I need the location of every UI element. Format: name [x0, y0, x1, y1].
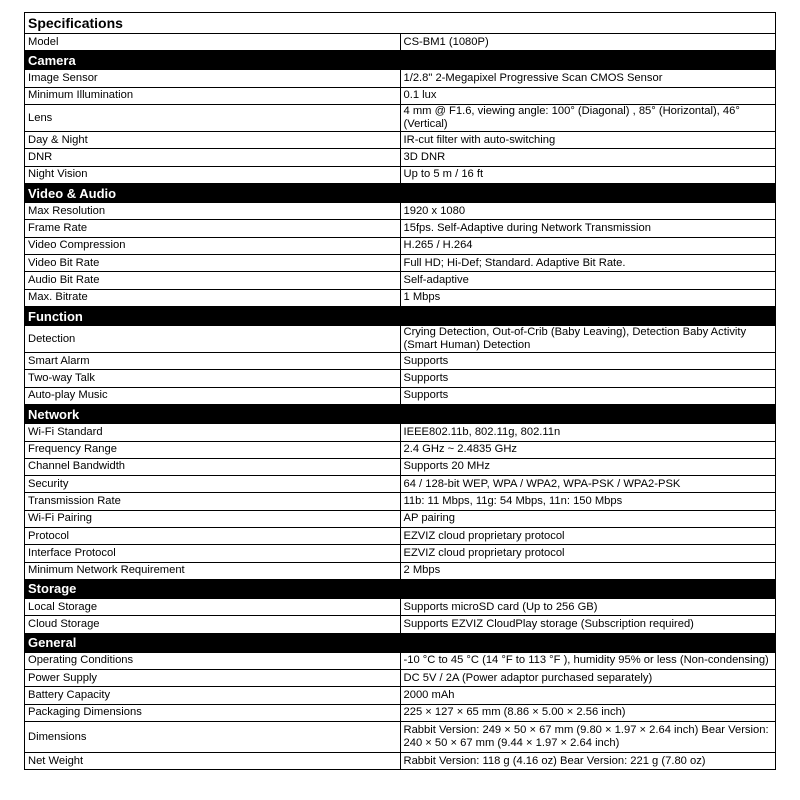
spec-value: Supports microSD card (Up to 256 GB)	[400, 599, 776, 616]
section-header: Video & Audio	[25, 183, 776, 202]
spec-value: IEEE802.11b, 802.11g, 802.11n	[400, 424, 776, 441]
table-row	[25, 562, 776, 579]
table-row	[25, 220, 776, 237]
section-header: General	[25, 633, 776, 652]
spec-value: DC 5V / 2A (Power adaptor purchased separately)	[400, 670, 776, 687]
spec-value: EZVIZ cloud proprietary protocol	[400, 527, 776, 544]
spec-value: Supports 20 MHz	[400, 458, 776, 475]
spec-value: 3D DNR	[400, 149, 776, 166]
table-row	[25, 545, 776, 562]
table-row	[25, 289, 776, 306]
spec-label: Cloud Storage	[25, 616, 401, 633]
spec-label: Local Storage	[25, 599, 401, 616]
spec-value: IR-cut filter with auto-switching	[400, 132, 776, 149]
spec-label: Protocol	[25, 527, 401, 544]
spec-label: Channel Bandwidth	[25, 458, 401, 475]
spec-label: Interface Protocol	[25, 545, 401, 562]
spec-label: Security	[25, 476, 401, 493]
spec-value: Supports EZVIZ CloudPlay storage (Subscription required)	[400, 616, 776, 633]
table-title: Specifications	[25, 13, 776, 34]
spec-label: Video Compression	[25, 237, 401, 254]
spec-label: Battery Capacity	[25, 687, 401, 704]
spec-label: Wi-Fi Standard	[25, 424, 401, 441]
section-header: Storage	[25, 579, 776, 598]
spec-label: Two-way Talk	[25, 370, 401, 387]
section-header-row	[25, 633, 776, 652]
spec-label: Wi-Fi Pairing	[25, 510, 401, 527]
spec-value: EZVIZ cloud proprietary protocol	[400, 545, 776, 562]
spec-value: 1/2.8" 2-Megapixel Progressive Scan CMOS Sensor	[400, 70, 776, 87]
spec-label: Video Bit Rate	[25, 255, 401, 272]
spec-label: Lens	[25, 105, 401, 132]
spec-value: CS-BM1 (1080P)	[400, 34, 776, 51]
section-header-row	[25, 51, 776, 70]
table-row	[25, 34, 776, 51]
table-row	[25, 353, 776, 370]
spec-label: Auto-play Music	[25, 387, 401, 404]
spec-label: Night Vision	[25, 166, 401, 183]
spec-label: DNR	[25, 149, 401, 166]
spec-label: Smart Alarm	[25, 353, 401, 370]
spec-value: Rabbit Version: 249 × 50 × 67 mm (9.80 × 1.97 × 2.64 inch) Bear Version: 240 × 50 × 67 mm (9.44 × 1.97 × 2.64 inch)	[400, 722, 776, 753]
table-row	[25, 424, 776, 441]
spec-label: Frequency Range	[25, 441, 401, 458]
spec-label: Power Supply	[25, 670, 401, 687]
spec-value: AP pairing	[400, 510, 776, 527]
table-row	[25, 670, 776, 687]
table-row	[25, 527, 776, 544]
section-header: Camera	[25, 51, 776, 70]
table-row	[25, 493, 776, 510]
spec-label: Image Sensor	[25, 70, 401, 87]
specifications-table-body	[25, 13, 776, 770]
spec-label: Dimensions	[25, 722, 401, 753]
table-row	[25, 87, 776, 104]
spec-label: Transmission Rate	[25, 493, 401, 510]
table-row	[25, 599, 776, 616]
spec-label: Minimum Illumination	[25, 87, 401, 104]
spec-label: Day & Night	[25, 132, 401, 149]
spec-value: 0.1 lux	[400, 87, 776, 104]
spec-label: Audio Bit Rate	[25, 272, 401, 289]
spec-value: Supports	[400, 353, 776, 370]
table-row	[25, 616, 776, 633]
spec-value: -10 °C to 45 °C (14 °F to 113 °F ), humidity 95% or less (Non-condensing)	[400, 652, 776, 669]
spec-value: Full HD; Hi-Def; Standard. Adaptive Bit Rate.	[400, 255, 776, 272]
table-row	[25, 476, 776, 493]
section-header-row	[25, 183, 776, 202]
table-title-row	[25, 13, 776, 34]
spec-label: Detection	[25, 326, 401, 353]
spec-value: Self-adaptive	[400, 272, 776, 289]
spec-label: Minimum Network Requirement	[25, 562, 401, 579]
table-row	[25, 753, 776, 770]
table-row	[25, 237, 776, 254]
spec-value: Rabbit Version: 118 g (4.16 oz) Bear Version: 221 g (7.80 oz)	[400, 753, 776, 770]
spec-label: Frame Rate	[25, 220, 401, 237]
spec-label: Operating Conditions	[25, 652, 401, 669]
spec-value: 64 / 128-bit WEP, WPA / WPA2, WPA-PSK / WPA2-PSK	[400, 476, 776, 493]
spec-value: 2.4 GHz ~ 2.4835 GHz	[400, 441, 776, 458]
table-row	[25, 387, 776, 404]
table-row	[25, 203, 776, 220]
spec-value: H.265 / H.264	[400, 237, 776, 254]
table-row	[25, 149, 776, 166]
table-row	[25, 105, 776, 132]
spec-value: 225 × 127 × 65 mm (8.86 × 5.00 × 2.56 inch)	[400, 704, 776, 721]
table-row	[25, 652, 776, 669]
table-row	[25, 458, 776, 475]
spec-value: 2000 mAh	[400, 687, 776, 704]
table-row	[25, 687, 776, 704]
spec-label: Max Resolution	[25, 203, 401, 220]
table-row	[25, 255, 776, 272]
section-header-row	[25, 306, 776, 325]
table-row	[25, 441, 776, 458]
spec-value: 4 mm @ F1.6, viewing angle: 100° (Diagonal) , 85° (Horizontal), 46° (Vertical)	[400, 105, 776, 132]
spec-value: Up to 5 m / 16 ft	[400, 166, 776, 183]
spec-value: Supports	[400, 387, 776, 404]
section-header: Network	[25, 405, 776, 424]
specifications-table	[24, 12, 776, 770]
spec-label: Packaging Dimensions	[25, 704, 401, 721]
spec-value: 2 Mbps	[400, 562, 776, 579]
spec-value: Supports	[400, 370, 776, 387]
table-row	[25, 132, 776, 149]
section-header: Function	[25, 306, 776, 325]
table-row	[25, 510, 776, 527]
table-row	[25, 70, 776, 87]
table-row	[25, 370, 776, 387]
table-row	[25, 166, 776, 183]
section-header-row	[25, 405, 776, 424]
spec-label: Max. Bitrate	[25, 289, 401, 306]
spec-value: 1920 x 1080	[400, 203, 776, 220]
spec-label: Net Weight	[25, 753, 401, 770]
section-header-row	[25, 579, 776, 598]
table-row	[25, 704, 776, 721]
table-row	[25, 722, 776, 753]
spec-value: 11b: 11 Mbps, 11g: 54 Mbps, 11n: 150 Mbps	[400, 493, 776, 510]
spec-label: Model	[25, 34, 401, 51]
spec-value: Crying Detection, Out-of-Crib (Baby Leaving), Detection Baby Activity (Smart Human) Detection	[400, 326, 776, 353]
table-row	[25, 272, 776, 289]
spec-value: 1 Mbps	[400, 289, 776, 306]
table-row	[25, 326, 776, 353]
spec-value: 15fps. Self-Adaptive during Network Transmission	[400, 220, 776, 237]
